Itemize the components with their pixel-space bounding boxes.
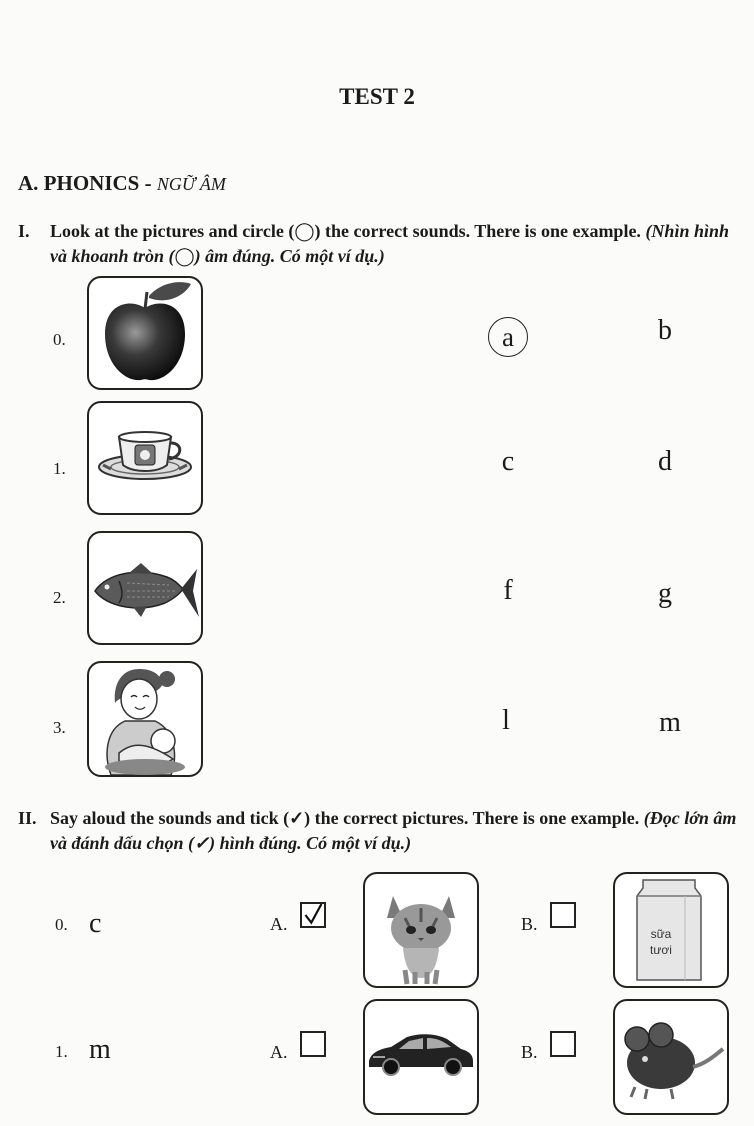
- tick-icon: [302, 904, 324, 926]
- fish-icon: [89, 533, 201, 643]
- part1-row-number: 3.: [53, 718, 66, 737]
- cat-picture: [363, 872, 479, 988]
- part1-number: I.: [18, 221, 30, 241]
- checkbox-a-checked[interactable]: [300, 902, 326, 928]
- section-label: A. PHONICS -: [18, 171, 157, 195]
- sound-option-a: l: [502, 705, 510, 736]
- sound-option-b: d: [658, 446, 672, 477]
- sound-letter: c: [89, 908, 102, 939]
- sound-option-a: c: [501, 446, 515, 477]
- part2-number: II.: [18, 808, 37, 828]
- part1-row-number: 0.: [53, 330, 66, 349]
- part2-instruction-en: Say aloud the sounds and tick (✓) the correct pictures. There is one example.: [50, 808, 640, 828]
- cup-picture: [87, 401, 203, 515]
- milk-picture: [613, 872, 729, 988]
- part2-instruction-vi: (Đọc lớn âm và đánh dấu chọn (✓) hình đúng. Có một ví dụ.): [50, 808, 737, 853]
- sound-option-b: b: [658, 315, 672, 346]
- option-b-label: B.: [521, 914, 538, 934]
- fish-picture: [87, 531, 203, 645]
- sound-option-a: f: [503, 575, 513, 606]
- apple-icon: [89, 278, 201, 388]
- part1-row-number: 1.: [53, 459, 66, 478]
- part1-row-number: 2.: [53, 588, 66, 607]
- checkbox-b[interactable]: [550, 902, 576, 928]
- part2-row-number: 1.: [55, 1042, 68, 1061]
- milk-label-line1: sữa: [650, 927, 672, 941]
- checkbox-b[interactable]: [550, 1031, 576, 1057]
- section-label-vi: NGỮ ÂM: [156, 174, 226, 194]
- part1-instruction-vi: (Nhìn hình và khoanh tròn (◯) âm đúng. Có một ví dụ.): [50, 221, 729, 266]
- car-icon: [365, 1001, 477, 1113]
- car-picture: [363, 999, 479, 1115]
- option-a-label: A.: [270, 914, 288, 934]
- part1-instruction: [18, 219, 738, 271]
- option-b-label: B.: [521, 1042, 538, 1062]
- sound-option-b: g: [658, 578, 672, 609]
- mouse-icon: [615, 1001, 727, 1113]
- circled-answer-a: a: [488, 317, 528, 357]
- cup-icon: [89, 403, 201, 513]
- part1-instruction-en: Look at the pictures and circle (◯) the correct sounds. There is one example.: [50, 221, 641, 241]
- mother-picture: [87, 661, 203, 777]
- checkbox-a[interactable]: [300, 1031, 326, 1057]
- milk-label: [633, 926, 689, 958]
- section-heading: [18, 171, 226, 196]
- apple-picture: [87, 276, 203, 390]
- sound-option-b: m: [659, 707, 681, 738]
- milk-label-line2: tươi: [650, 943, 672, 957]
- option-a-label: A.: [270, 1042, 288, 1062]
- cat-icon: [365, 874, 477, 986]
- mother-icon: [89, 663, 201, 775]
- part2-instruction: [18, 806, 738, 858]
- part2-row-number: 0.: [55, 915, 68, 934]
- mouse-picture: [613, 999, 729, 1115]
- page-title: TEST 2: [339, 84, 415, 109]
- sound-letter: m: [89, 1034, 111, 1065]
